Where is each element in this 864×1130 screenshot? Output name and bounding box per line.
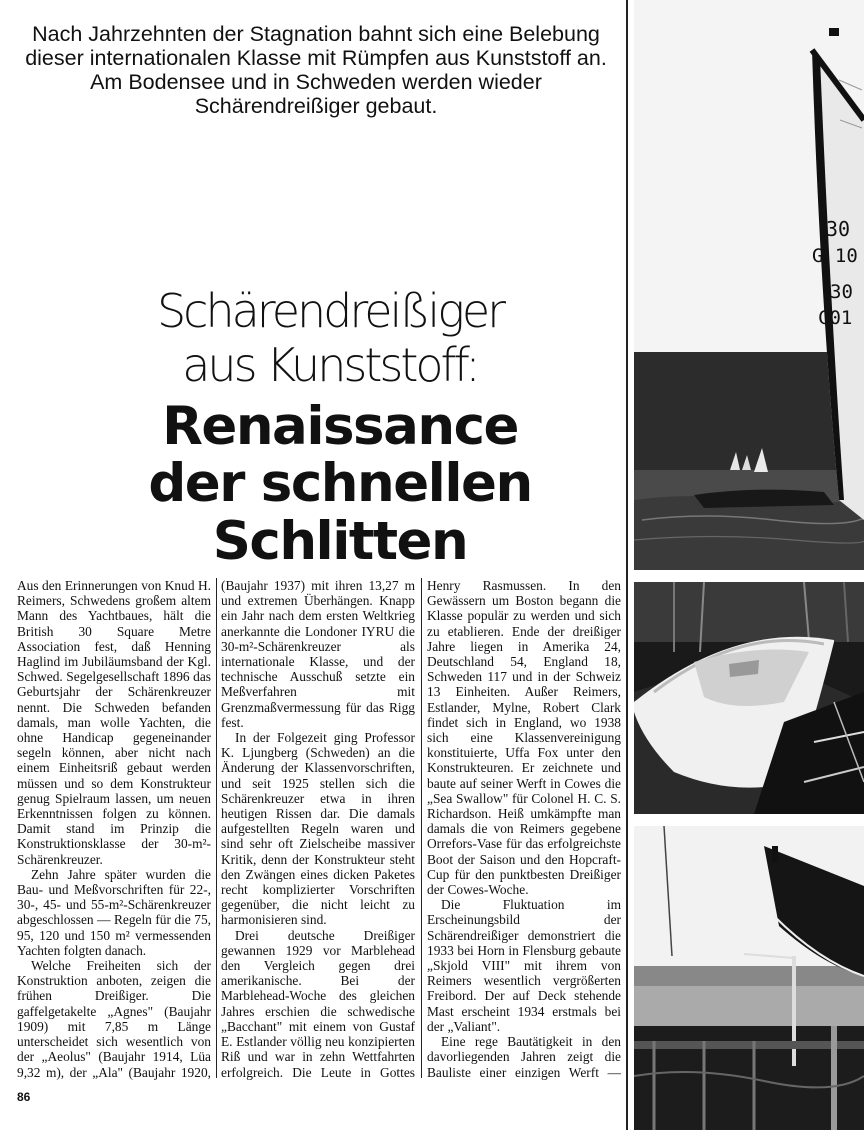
harbor-photo: [634, 826, 864, 1130]
headline-line-5: Schlitten: [212, 511, 468, 572]
sail-number-4: C01: [818, 307, 853, 329]
photo-strip-divider: [626, 0, 628, 1130]
hull-construction-photo: [634, 582, 864, 814]
text-column-1: [17, 578, 211, 1080]
headline-line-4: der schnellen: [148, 453, 532, 514]
paragraph: Henry Rasmussen. In den Gewässern um Boston begann die Klasse populär zu werden und sich zu etablieren. Ende der dreißiger Jahre liegen in Amerika 24, Deutschland 54, England 18, Schweden 117 und in der Schweiz 13 Einheiten. Außer Reimers, Estlander, Mylne, Robert Clark findet sich in England, wo 1938 sich eine Klassenvereinigung konstituierte, Uffa Fox unter den Konstrukteuren. Er zeichnete und baute auf seiner Werft in Cowes die „Sea Swallow" für Colonel H. C. S. Richardson. Heiß umkämpfte man damals die von Reimers gegebene Orrefors-Vase für das erfolgreichste Boot der Saison und den Hopcraft-Cup für den punktbesten Dreißiger der Cowes-Woche.: [427, 578, 621, 898]
paragraph: (Baujahr 1937) mit ihren 13,27 m und extremen Überhängen. Knapp ein Jahr nach dem ersten Weltkrieg anerkannte die Londoner IYRU die 30-m²-Schärenkreuzer als internationale Klasse, und der technische Ausschuß setzte ein Meßverfahren mit Grenzmaßvermessung für das Rigg fest.: [221, 578, 415, 730]
sail-number-1: 30: [826, 217, 851, 241]
sailboat-photo: [634, 0, 864, 570]
headline-line-2: aus Kunststoff:: [182, 338, 478, 392]
paragraph: Die Fluktuation im Erscheinungsbild der Schärendreißiger demonstriert die 1933 bei Horn in Flensburg gebaute „Skjold VIII" mit ihrem von Reimers wesentlich vergrößerten Freibord. Der auf Deck stehende Mast erscheint 1934 erstmals bei der „Valiant".: [427, 897, 621, 1034]
sail-number-3: 30: [830, 281, 853, 303]
column-divider: [216, 578, 217, 1078]
text-column-3: [427, 578, 621, 1080]
paragraph: Eine rege Bautätigkeit in den davorliegenden Jahren zeigt die Bauliste einer einzigen Werft —: [427, 1034, 621, 1080]
paragraph: Welche Freiheiten sich der Konstruktion anboten, zeigen die frühen Dreißiger. Die gaffelgetakelte „Agnes" (Baujahr 1909) mit 7,85 m Länge unterscheidet sich wesentlich von der „Aeolus" (Baujahr 1914, Lüa 9,32 m), der „Ala" (Baujahr 1920,: [17, 958, 211, 1080]
paragraph: Aus den Erinnerungen von Knud H. Reimers, Schwedens großem altem Mann des Yachtbaues, hält die British 30 Square Metre Association fest, daß Henning Haglind im Jubiläumsband der Kgl. Schwed. Segelgesellschaft 1896 das Geburtsjahr der Schärenkreuzer nennt. Die Schweden befanden damals, man wolle Yachten, die ohne Handicap gegeneinander segeln können, aber nicht nach einem Einheitsriß gebaut werden müssen und so dem Konstrukteur genug Spielraum lassen, um neuen Erkenntnissen folgen zu können. Damit stand im Prinzip die Konstruktionsklasse der 30-m²-Schärenkreuzer.: [17, 578, 211, 867]
paragraph: In der Folgezeit ging Professor K. Ljungberg (Schweden) an die Änderung der Klassenvorschriften, und seit 1925 stellen sich die Schärenkreuzer etwa in ihren heutigen Rissen dar. Die damals aufgestellten Regeln waren und sind sehr oft Zielscheibe massiver Kritik, denn der Konstrukteur steht den Zwängen eines dicken Paketes recht komplizierter Vorschriften gegenüber, die nicht leicht zu harmonisieren sind.: [221, 730, 415, 928]
page-number: 86: [17, 1090, 31, 1104]
headline-line-3: Renaissance: [162, 396, 518, 457]
paragraph: Zehn Jahre später wurden die Bau- und Meßvorschriften für 22-, 30-, 45- und 55-m²-Schärenkreuzer abgeschlossen — Regeln für die 75, 95, 120 und 150 m² vermessenden Yachten folgten danach.: [17, 866, 211, 958]
sail-number-2: G 10: [812, 245, 858, 267]
intro-text: Nach Jahrzehnten der Stagnation bahnt sich eine Belebung dieser internationalen Klasse mit Rümpfen aus Kunststoff an. Am Bodensee und in Schweden werden wieder Schärendreißiger gebaut.: [25, 22, 607, 118]
headline-line-1: Schärendreißiger: [156, 284, 504, 338]
text-column-2: [221, 578, 415, 1080]
paragraph: Drei deutsche Dreißiger gewannen 1929 vor Marblehead den Vergleich gegen drei amerikanische. Bei der Marblehead-Woche des gleichen Jahres erschien die schwedische „Bacchant" mit einem von Gustaf E. Estlander völlig neu konzipierten Riß und war in zehn Wettfahrten erfolgreich. Die Leute in Gottes: [221, 927, 415, 1080]
column-divider: [421, 578, 422, 1078]
